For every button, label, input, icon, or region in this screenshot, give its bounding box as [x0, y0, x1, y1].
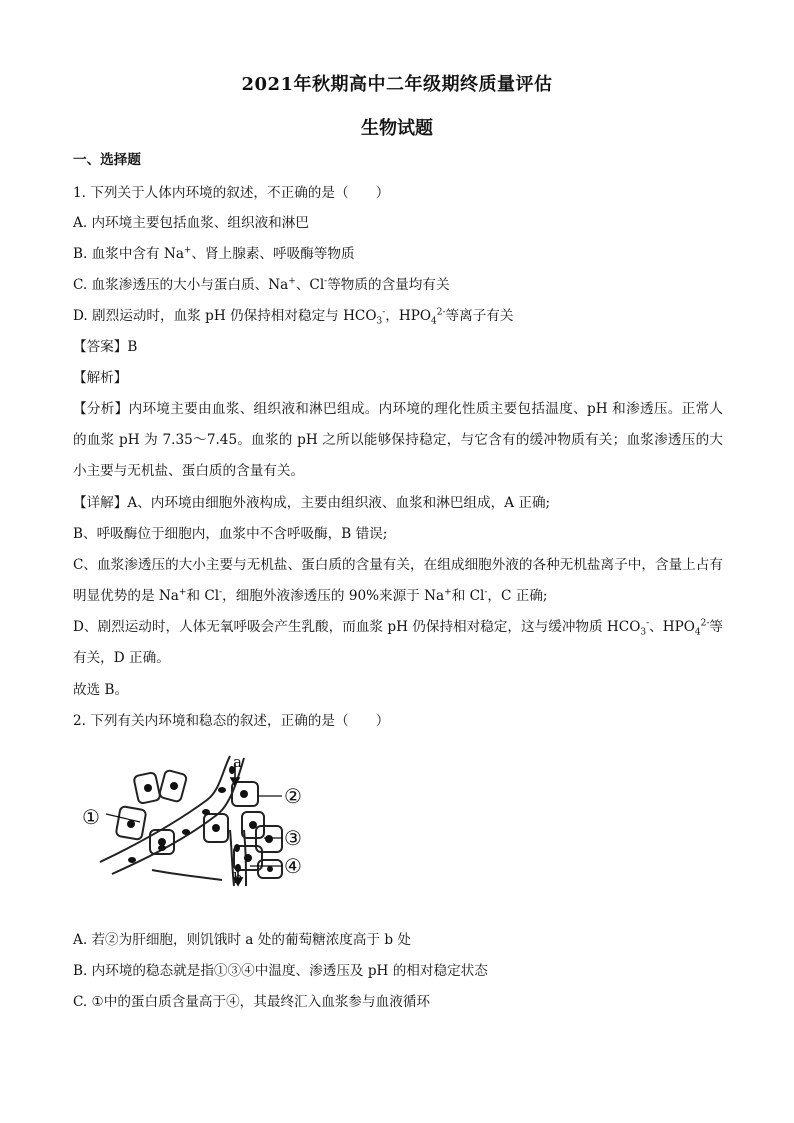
- q1-stem: 1. 下列关于人体内环境的叙述，不正确的是（ ）: [73, 185, 390, 201]
- q2-option-c: C. ①中的蛋白质含量高于④，其最终汇入血浆参与血液循环: [73, 994, 430, 1010]
- q1-xiangjie-a: 【详解】A、内环境由细胞外液构成，主要由组织液、血浆和淋巴组成，A 正确;: [73, 495, 551, 511]
- q1-analysis-tag: 【解析】: [73, 370, 128, 386]
- section-title: 一、选择题: [73, 152, 141, 168]
- q1-xiangjie-d: D、剧烈运动时，人体无氧呼吸会产生乳酸，而血浆 pH 仍保持相对稳定，这与缓冲物质 $HCO_3^-$、$HPO_4^{2-}$等有关，D 正确。: [73, 618, 723, 666]
- q2-option-a: A. 若②为肝细胞，则饥饿时 a 处的葡萄糖浓度高于 b 处: [73, 932, 412, 948]
- figure-label-3: ③: [284, 826, 302, 850]
- q1-option-d: D. 剧烈运动时，血浆 pH 仍保持相对稳定与 $HCO_3^-$，$HPO_4^{2-}$等离子有关: [73, 307, 514, 327]
- figure-label-b: b: [233, 869, 243, 887]
- page-subtitle: 生物试题: [361, 118, 433, 139]
- page-title: 2021年秋期高中二年级期终质量评估: [241, 74, 553, 95]
- q1-option-c: C. 血浆渗透压的大小与蛋白质、Na+、Cl-等物质的含量均有关: [73, 276, 450, 293]
- q1-conclusion: 故选 B。: [73, 682, 129, 698]
- q1-xiangjie-b: B、呼吸酶位于细胞内，血浆中不含呼吸酶，B 错误;: [73, 526, 388, 542]
- q1-option-b: B. 血浆中含有 Na+、肾上腺素、呼吸酶等物质: [73, 245, 355, 262]
- q1-option-a: A. 内环境主要包括血浆、组织液和淋巴: [73, 215, 309, 231]
- figure-label-1: ①: [82, 805, 100, 829]
- q2-option-b: B. 内环境的稳态就是指①③④中温度、渗透压及 pH 的相对稳定状态: [73, 963, 488, 979]
- q2-stem: 2. 下列有关内环境和稳态的叙述，正确的是（ ）: [73, 713, 390, 729]
- figure-label-a: a: [233, 753, 242, 771]
- q1-answer: 【答案】B: [73, 339, 138, 355]
- q1-xiangjie-c: C、血浆渗透压的大小主要与无机盐、蛋白质的含量有关，在组成细胞外液的各种无机盐离子中，含量上占有明显优势的是 Na+和 Cl-，细胞外液渗透压的 90%来源于 Na+和 Cl-，C 正确;: [73, 557, 723, 604]
- figure-label-2: ②: [284, 784, 302, 808]
- figure-label-4: ④: [284, 854, 302, 878]
- q1-fenxi: 【分析】内环境主要由血浆、组织液和淋巴组成。内环境的理化性质主要包括温度、pH 和渗透压。正常人的血浆 pH 为 7.35～7.45。血浆的 pH 之所以能够保持稳定，与它含有的缓冲物质有关；血浆渗透压的大小主要与无机盐、蛋白质的含量有关。: [73, 401, 724, 479]
